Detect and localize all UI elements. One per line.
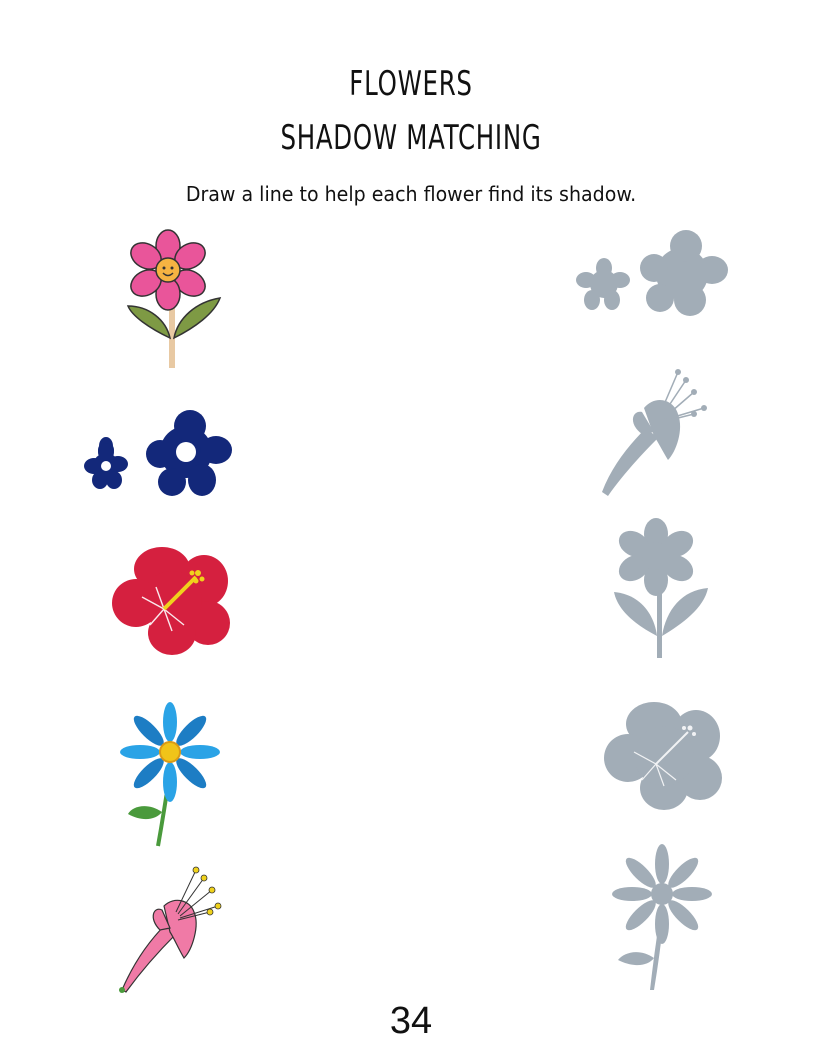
blue-daisy-icon bbox=[118, 702, 224, 850]
instructions: Draw a line to help each flower find its shadow. bbox=[185, 182, 637, 206]
pink-lily-icon bbox=[114, 866, 226, 996]
navy-flowers-icon bbox=[82, 410, 232, 498]
two-flowers-shadow-icon bbox=[578, 228, 728, 318]
hibiscus-shadow-icon bbox=[604, 700, 722, 812]
worksheet-title-line1: FLOWERS bbox=[349, 64, 473, 104]
daisy-shadow-icon bbox=[610, 844, 714, 992]
pink-smiley-flower-icon bbox=[124, 228, 224, 372]
lily-shadow-icon bbox=[598, 370, 710, 498]
flower-with-leaves-shadow-icon bbox=[612, 516, 712, 658]
worksheet-title-line2: SHADOW MATCHING bbox=[280, 118, 542, 158]
red-hibiscus-icon bbox=[112, 545, 230, 657]
page-number: 34 bbox=[389, 1000, 433, 1042]
